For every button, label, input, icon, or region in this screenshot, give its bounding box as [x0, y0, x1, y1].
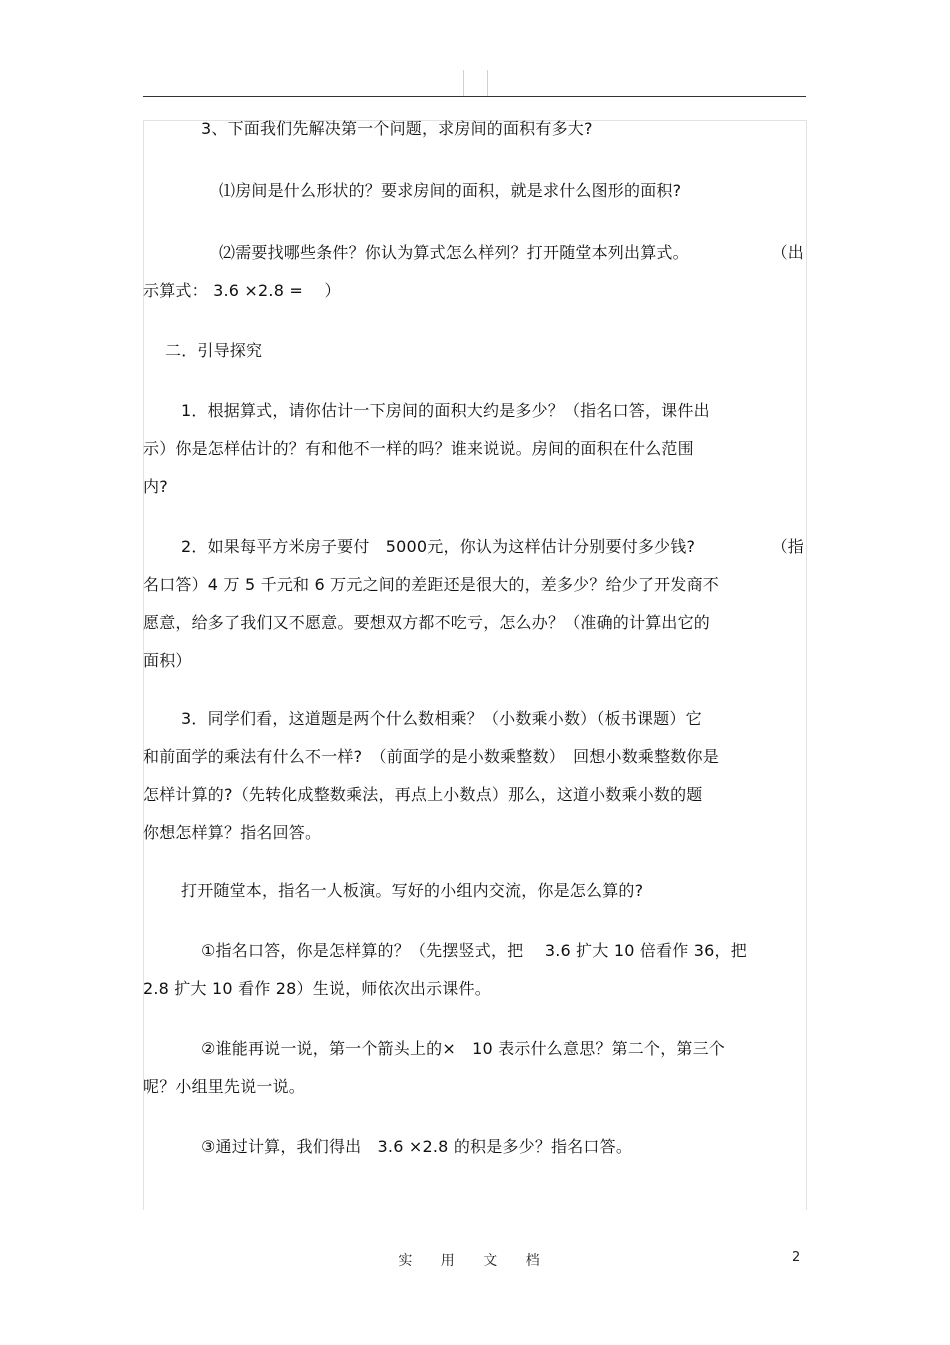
section-heading: 二．引导探究 — [165, 341, 263, 360]
question-2-line-1-tail: （出 — [771, 243, 804, 262]
footer-label: 实 用 文 档 — [398, 1253, 552, 1269]
estimate-line-1: 1．根据算式，请你估计一下房间的面积大约是多少？（指名口答，课件出 — [181, 401, 710, 420]
step-a-line-2: 2.8 扩大 10 看作 28）生说，师依次出示课件。 — [143, 979, 491, 998]
document-body — [143, 110, 807, 1166]
estimate-line-2: 示）你是怎样估计的？有和他不一样的吗？谁来说说。房间的面积在什么范围 — [143, 439, 694, 458]
paragraph-multiply — [143, 700, 807, 852]
step-a-line-1: ①指名口答，你是怎样算的？（先摆竖式，把 3.6 扩大 10 倍看作 36，把 — [201, 941, 747, 960]
multiply-line-4: 你想怎样算？指名回答。 — [143, 823, 322, 842]
step-b-line-1: ②谁能再说一说，第一个箭头上的× 10 表示什么意思？第二个，第三个 — [201, 1039, 725, 1058]
question-2-line-1 — [143, 234, 807, 272]
paragraph-step-c: ③通过计算，我们得出 3.6 ×2.8 的积是多少？指名口答。 — [201, 1137, 633, 1156]
estimate-line-3: 内? — [143, 477, 168, 496]
header-tick-left — [463, 70, 464, 96]
multiply-line-1: 3．同学们看，这道题是两个什么数相乘？（小数乘小数）（板书课题）它 — [181, 709, 702, 728]
price-line-4: 面积） — [143, 651, 192, 670]
price-line-3: 愿意，给多了我们又不愿意。要想双方都不吃亏，怎么办？（准确的计算出它的 — [143, 613, 711, 632]
price-line-2: 名口答）4 万 5 千元和 6 万元之间的差距还是很大的，差多少？给少了开发商不 — [143, 575, 719, 594]
header-rule — [143, 96, 806, 97]
paragraph-step-a — [143, 932, 807, 1008]
paragraph-board-work: 打开随堂本，指名一人板演。写好的小组内交流，你是怎么算的? — [181, 881, 644, 900]
paragraph-question-2 — [143, 234, 807, 310]
step-b-line-2: 呢？小组里先说一说。 — [143, 1077, 306, 1096]
paragraph-price — [143, 528, 807, 680]
paragraph-step-3: 3、下面我们先解决第一个问题，求房间的面积有多大? — [201, 119, 593, 138]
header-tick-right — [487, 70, 488, 96]
question-2-line-2: 示算式： 3.6 ×2.8 = ） — [143, 281, 341, 300]
paragraph-question-1: ⑴房间是什么形状的？要求房间的面积，就是求什么图形的面积? — [219, 181, 682, 200]
paragraph-estimate — [143, 392, 807, 506]
multiply-line-3: 怎样计算的?（先转化成整数乘法，再点上小数点）那么，这道小数乘小数的题 — [143, 785, 703, 804]
multiply-line-2: 和前面学的乘法有什么不一样? （前面学的是小数乘整数） 回想小数乘整数你是 — [143, 747, 719, 766]
price-line-1 — [143, 528, 807, 566]
price-line-1-tail: （指 — [771, 537, 804, 556]
page-number: 2 — [792, 1250, 801, 1265]
paragraph-step-b — [143, 1030, 807, 1106]
question-2-line-1-text: ⑵需要找哪些条件？你认为算式怎么样列？打开随堂本列出算式。 — [219, 243, 689, 262]
price-line-1-text: 2．如果每平方米房子要付 5000元，你认为这样估计分别要付多少钱? — [181, 537, 696, 556]
